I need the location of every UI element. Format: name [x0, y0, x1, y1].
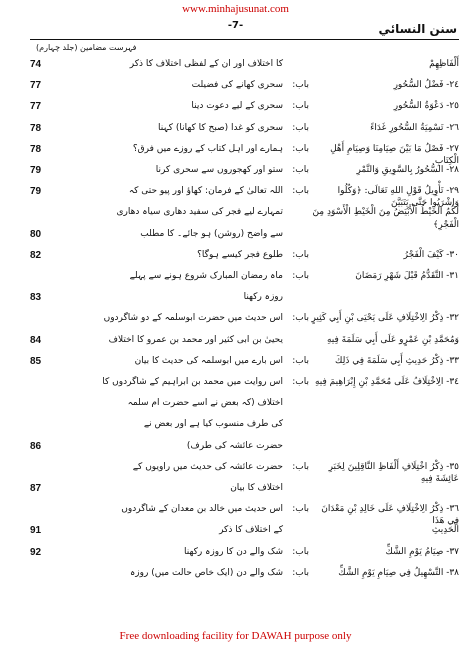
page-ref: 84 — [30, 334, 42, 346]
arabic-title: ٢٤- فَضْلُ السُّحُورِ — [393, 80, 459, 91]
urdu-title: سحری کو غدا (صبح کا کھانا) کہنا — [157, 122, 283, 133]
footer-note: Free downloading facility for DAWAH purpose only — [119, 630, 352, 642]
toc-row — [30, 270, 459, 282]
page-ref: 79 — [30, 165, 42, 176]
toc-row — [30, 376, 459, 388]
bab-label: باب: — [292, 546, 309, 557]
arabic-title: ٢٧- فَصْلُ مَا بَيْنَ صِيَامِنَا وَصِيَامِ أَهْلِ الْكِتَابِ — [330, 143, 459, 166]
site-url[interactable]: www.minhajusunat.com — [182, 3, 289, 15]
toc-row — [30, 249, 459, 263]
page-ref: 83 — [30, 292, 42, 304]
urdu-title: کی طرف منسوب کیا ہے اور بعض نے — [143, 419, 283, 430]
urdu-title: حضرت عائشہ کی حدیث میں راویوں کے — [132, 461, 283, 472]
bab-label: باب: — [292, 143, 309, 154]
arabic-title: ٣٣- ذِكْرُ حَدِيثِ أَبِي سَلَمَةَ فِي ذَلِكَ — [335, 355, 459, 366]
page-ref: 78 — [30, 143, 42, 155]
page-ref: 86 — [30, 440, 42, 452]
bab-label: باب: — [292, 313, 309, 324]
bab-label: باب: — [292, 567, 309, 578]
bab-label: باب: — [292, 271, 309, 281]
urdu-title: طلوع فجر کیسے ہوگا؟ — [197, 249, 283, 260]
page-ref: 82 — [30, 249, 42, 261]
page-ref: 74 — [30, 59, 42, 70]
page-ref: 77 — [30, 80, 42, 92]
bab-label: باب: — [292, 165, 309, 175]
toc-row — [30, 482, 459, 496]
arabic-title: ٣٨- التَّسْهِيلُ فِي صِيَامِ يَوْمِ الشَّكِّ — [338, 567, 459, 578]
arabic-title: وَمُحَمَّدِ بْنِ عَمْرٍو عَلَى أَبِي سَلَمَةَ فِيهِ — [326, 334, 459, 345]
toc-row — [30, 524, 459, 538]
toc-row — [30, 355, 459, 369]
toc-row — [30, 567, 459, 579]
arabic-title: ٢٦- تَسْمِيَةُ السُّحُورِ غَدَاءً — [370, 122, 459, 133]
urdu-title: شک والے دن کا روزہ رکھنا — [184, 546, 283, 557]
urdu-title: اللہ تعالیٰ کے فرمان: کھاؤ اور پیو حتی کہ — [128, 186, 283, 197]
urdu-title: کے اختلاف کا ذکر — [219, 525, 283, 536]
page-ref: 78 — [30, 122, 42, 134]
urdu-title: ہمارے اور اہل کتاب کے روزے میں فرق؟ — [132, 143, 283, 154]
arabic-title: ٣٢- ذِكْرُ الِاخْتِلَافِ عَلَى يَحْيَى بْنِ أَبِي كَثِيرٍ — [311, 313, 459, 324]
bab-label: باب: — [292, 101, 309, 112]
arabic-title: ٣٦- ذِكْرُ الِاخْتِلَافِ عَلَى خَالِدِ بْنِ مَعْدَانَ فِي هَذَا — [321, 504, 459, 527]
toc-row — [30, 228, 459, 242]
urdu-title: اس روایت میں محمد بن ابراہیم کے شاگردوں کا — [102, 377, 283, 387]
bab-label: باب: — [292, 504, 309, 515]
toc-row — [30, 291, 459, 305]
arabic-title: ٢٨- السُّحُورُ بِالسَّوِيقِ وَالتَّمْرِ — [356, 165, 459, 175]
urdu-title: حضرت عائشہ کی طرف) — [186, 440, 283, 451]
toc-row — [30, 546, 459, 560]
page-ref: 77 — [30, 101, 42, 113]
header-rule — [30, 39, 459, 40]
urdu-title: یحییٰ بن ابی کثیر اور محمد بن عمرو کا اختلاف — [108, 334, 283, 345]
urdu-title: تمہارے لیے فجر کی سفید دھاری سیاہ دھاری — [116, 207, 283, 218]
toc-row — [30, 164, 459, 178]
bab-label: باب: — [292, 249, 309, 260]
page-ref: 87 — [30, 483, 42, 494]
toc-row — [30, 100, 459, 114]
toc-row — [30, 440, 459, 454]
arabic-title: ٢٥- دَعْوَةُ السُّحُورِ — [393, 101, 459, 112]
bab-label: باب: — [292, 186, 309, 197]
toc-row — [30, 418, 459, 430]
urdu-title: ماہ رمضان المبارک شروع ہونے سے پہلے — [129, 271, 283, 281]
arabic-title: ٣١- التَّقَدُّمُ قَبْلَ شَهْرِ رَمَضَانَ — [355, 271, 459, 281]
urdu-title: اس بارے میں ابوسلمہ کی حدیث کا بیان — [134, 355, 283, 366]
arabic-title: لَكُمُ الْخَيْطُ الْأَبْيَضُ مِنَ الْخَيْطِ الْأَسْوَدِ مِنَ الْفَجْرِ﴾ — [312, 207, 459, 230]
page-number: -7- — [227, 20, 244, 31]
urdu-title: ستو اور کھجوروں سے سحری کرنا — [155, 165, 283, 175]
book-title: سنن النسائي — [378, 22, 457, 36]
urdu-title: اس حدیث میں حضرت ابوسلمہ کے دو شاگردوں — [103, 313, 283, 324]
toc-header: فہرست مضامین (جلد چہارم) — [36, 43, 137, 52]
page-ref: 91 — [30, 525, 42, 537]
page-ref: 85 — [30, 355, 42, 367]
urdu-title: روزہ رکھنا — [243, 292, 283, 303]
urdu-title: اختلاف (کہ بعض نے اسے حضرت ام سلمہ — [127, 398, 283, 409]
bab-label: باب: — [292, 461, 309, 472]
urdu-title: سحری کے لیے دعوت دینا — [191, 101, 283, 112]
page-ref: 79 — [30, 186, 42, 198]
toc-row — [30, 58, 459, 72]
urdu-title: شک والے دن (ایک خاص حالت میں) روزہ — [130, 567, 283, 578]
arabic-title: ٣٥- ذِكْرُ اخْتِلَافِ أَلْفَاظِ النَّاقِلِينَ لِخَبَرِ عَائِشَةَ فِيهِ — [328, 461, 459, 484]
toc-row — [30, 122, 459, 136]
toc-row — [30, 312, 459, 324]
arabic-title: ٣٤- الِاخْتِلَافُ عَلَى مُحَمَّدِ بْنِ إِبْرَاهِيمَ فِيهِ — [314, 377, 459, 387]
bab-label: باب: — [292, 377, 309, 387]
bab-label: باب: — [292, 122, 309, 133]
arabic-title: ٢٩- تَأْوِيلُ قَوْلِ اللهِ تَعَالَى: ﴿وَكُلُوا وَاشْرَبُوا حَتَّى يَتَبَيَّنَ — [337, 186, 459, 209]
urdu-title: سحری کھانے کی فضیلت — [191, 80, 283, 91]
toc-row — [30, 79, 459, 93]
arabic-title: ٣٧- صِيَامُ يَوْمِ الشَّكِّ — [385, 546, 459, 557]
arabic-title: الْحَدِيثِ — [431, 525, 459, 536]
bab-label: باب: — [292, 355, 309, 366]
page-ref: 80 — [30, 228, 42, 240]
toc-row — [30, 334, 459, 348]
bab-label: باب: — [292, 80, 309, 91]
urdu-title: کا اختلاف اور ان کے لفظی اختلاف کا ذکر — [129, 59, 283, 69]
urdu-title: سے واضح (روشن) ہو جائے۔ کا مطلب — [140, 228, 283, 239]
arabic-title: أَلْفَاظِهِمْ — [429, 59, 459, 69]
toc-row — [30, 397, 459, 409]
urdu-title: اس حدیث میں خالد بن معدان کے شاگردوں — [121, 504, 283, 515]
urdu-title: اختلاف کا بیان — [230, 483, 283, 493]
page-ref: 92 — [30, 546, 42, 558]
arabic-title: ٣٠- كَيْفَ الْفَجْرُ — [403, 249, 459, 260]
